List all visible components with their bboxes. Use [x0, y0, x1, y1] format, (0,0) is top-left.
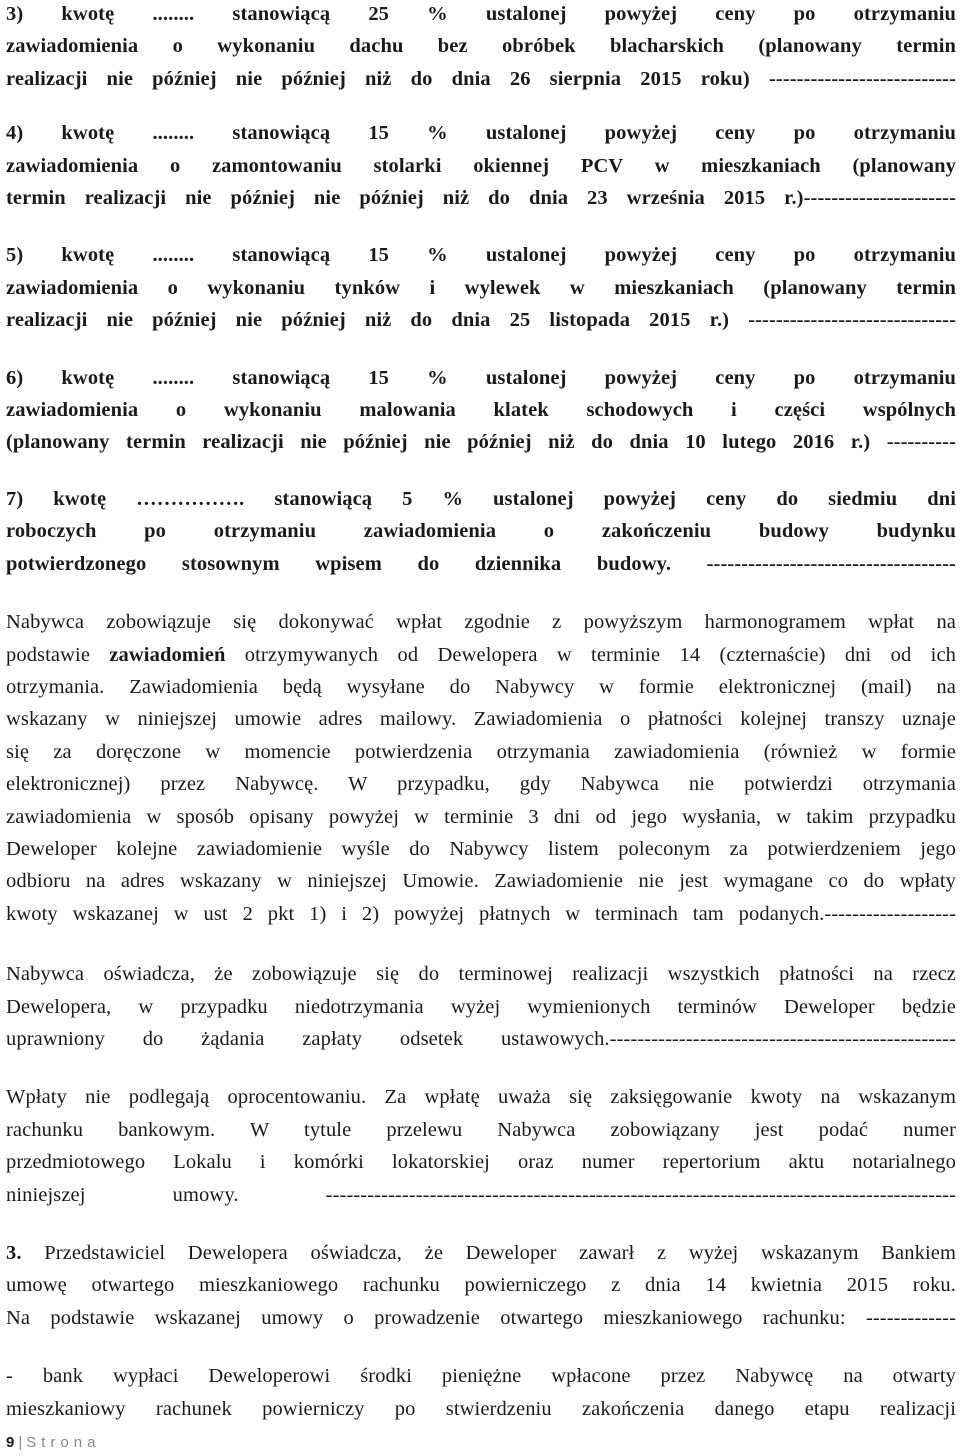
text-line [6, 639, 956, 671]
text-line: Na podstawie wskazanej umowy o prowadzenie otwartego mieszkaniowego rachunku: ------------- [6, 1306, 956, 1329]
payment-item-3 [6, 0, 956, 95]
text-line: potwierdzonego stosownym wpisem do dziennika budowy. ------------------------------------ [6, 552, 956, 575]
text-line: 3) kwotę ........ stanowiącą 25 % ustalonej powyżej ceny po otrzymaniu [6, 3, 956, 25]
text-line: realizacji nie później nie później niż do dnia 26 sierpnia 2015 roku) --------------------------- [6, 67, 956, 90]
text-line: zawiadomienia o wykonaniu tynków i wylewek w mieszkaniach (planowany termin [6, 276, 956, 299]
interest-paragraph [6, 1081, 956, 1211]
payment-item-4 [6, 117, 956, 214]
page-number: 9 [6, 1434, 15, 1451]
text-line: się za doręczone w momencie potwierdzenia otrzymania zawiadomienia (również w formie [6, 740, 956, 763]
text-line: Deweloper kolejne zawiadomienie wyśle do Nabywcy listem poleconym za potwierdzeniem jego [6, 837, 956, 860]
text-line: niniejszej umowy. ------------------------------------------------------------------------------------------- [6, 1183, 956, 1206]
text-line: Nabywca oświadcza, że zobowiązuje się do terminowej realizacji wszystkich płatności na rzecz [6, 963, 956, 986]
text-line: 7) kwotę ……………. stanowiącą 5 % ustalonej powyżej ceny do siedmiu dni [6, 487, 956, 510]
text-line: umowę otwartego mieszkaniowego rachunku powierniczego z dnia 14 kwietnia 2015 roku. [6, 1274, 956, 1297]
text-line: Dewelopera, w przypadku niedotrzymania wyżej wymienionych terminów Deweloper będzie [6, 995, 956, 1018]
text-line: mieszkaniowy rachunek powierniczy po stwierdzeniu zakończenia danego etapu realizacji [6, 1397, 956, 1420]
payment-item-5 [6, 239, 956, 336]
document-page [6, 0, 956, 1425]
footer-page-label: Strona [26, 1434, 101, 1451]
text-line: uprawniony do żądania zapłaty odsetek ustawowych.-------------------------------------------------- [6, 1027, 956, 1050]
text-run: podstawie [6, 643, 110, 666]
text-line: zawiadomienia o zamontowaniu stolarki okiennej PCV w mieszkaniach (planowany [6, 154, 956, 177]
text-line: zawiadomienia w sposób opisany powyżej w terminie 3 dni od jego wysłania, w takim przypadku [6, 805, 956, 828]
text-line: zawiadomienia o wykonaniu malowania klatek schodowych i części wspólnych [6, 399, 956, 422]
text-line: 5) kwotę ........ stanowiącą 15 % ustalonej powyżej ceny po otrzymaniu [6, 244, 956, 267]
text-line: kwoty wskazanej w ust 2 pkt 1) i 2) powyżej płatnych w terminach tam podanych.------------------- [6, 902, 956, 925]
payment-notification-paragraph [6, 606, 956, 930]
text-line: otrzymania. Zawiadomienia będą wysyłane do Nabywcy w formie elektronicznej (mail) na [6, 675, 956, 698]
section-3-paragraph [6, 1237, 956, 1334]
page-footer [6, 1433, 100, 1453]
text-line: zawiadomienia o wykonaniu dachu bez obróbek blacharskich (planowany termin [6, 35, 956, 58]
timely-payment-paragraph [6, 958, 956, 1055]
text-line: odbioru na adres wskazany w niniejszej Umowie. Zawiadomienie nie jest wymagane co do wpłaty [6, 870, 956, 893]
bold-term: zawiadomień [109, 643, 226, 666]
bank-clause-paragraph [6, 1360, 956, 1425]
text-line: wskazany w niniejszej umowie adres mailowy. Zawiadomienia o płatności kolejnej transzy uznaje [6, 708, 956, 731]
text-line [6, 1237, 956, 1269]
text-line: termin realizacji nie później nie później niż do dnia 23 września 2015 r.)---------------------- [6, 187, 956, 210]
text-line: 4) kwotę ........ stanowiącą 15 % ustalonej powyżej ceny po otrzymaniu [6, 122, 956, 145]
text-line: (planowany termin realizacji nie później nie później niż do dnia 10 lutego 2016 r.) ---------- [6, 431, 956, 454]
text-run: Przedstawiciel Dewelopera oświadcza, że Deweloper zawarł z wyżej wskazanym Bankiem [21, 1242, 956, 1264]
text-line: przedmiotowego Lokalu i komórki lokatorskiej oraz numer repertorium aktu notarialnego [6, 1151, 956, 1174]
text-line: Nabywca zobowiązuje się dokonywać wpłat zgodnie z powyższym harmonogramem wpłat na [6, 611, 956, 634]
text-line: Wpłaty nie podlegają oprocentowaniu. Za wpłatę uważa się zaksięgowanie kwoty na wskazanym [6, 1086, 956, 1109]
footer-separator: | [18, 1434, 23, 1451]
section-number: 3. [6, 1242, 22, 1264]
text-line: elektronicznej) przez Nabywcę. W przypadku, gdy Nabywca nie potwierdzi otrzymania [6, 773, 956, 796]
text-line: rachunku bankowym. W tytule przelewu Nabywca zobowiązany jest podać numer [6, 1118, 956, 1141]
payment-item-7 [6, 483, 956, 580]
text-line: roboczych po otrzymaniu zawiadomienia o zakończeniu budowy budynku [6, 520, 956, 543]
text-line: realizacji nie później nie później niż do dnia 25 listopada 2015 r.) ------------------------------ [6, 309, 956, 332]
text-run: otrzymywanych od Dewelopera w terminie 14 (czternaście) dni od ich [225, 643, 956, 666]
text-line: 6) kwotę ........ stanowiącą 15 % ustalonej powyżej ceny po otrzymaniu [6, 366, 956, 389]
text-line: - bank wypłaci Deweloperowi środki pieniężne wpłacone przez Nabywcę na otwarty [6, 1365, 956, 1388]
payment-item-6 [6, 362, 956, 459]
